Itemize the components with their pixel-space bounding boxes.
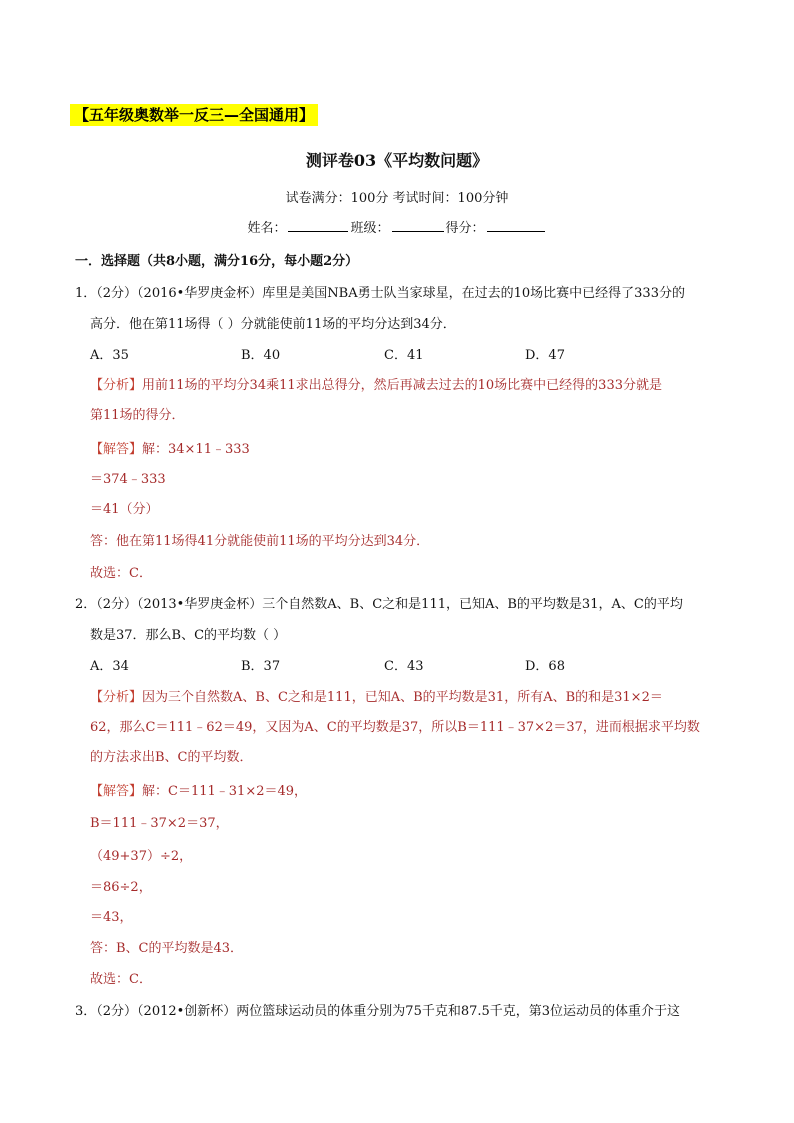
q1-option-b: B．40 <box>241 348 281 363</box>
class-blank[interactable] <box>392 219 444 232</box>
q1-analysis-text1: 用前11场的平均分34乘11求出总得分，然后再减去过去的10场比赛中已经得的333分就是 <box>142 378 662 393</box>
q1-answer-line5: 故选：C． <box>90 566 152 581</box>
q2-answer-line3: （49+37）÷2， <box>90 849 193 864</box>
q2-answer-tag: 【解答】 <box>90 784 143 799</box>
q2-analysis-line1 <box>90 686 663 705</box>
q1-analysis-line1 <box>90 374 662 393</box>
q1-stem-line2: 高分．他在第11场得（ ）分就能使前11场的平均分达到34分． <box>90 317 456 332</box>
q2-analysis-tag: 【分析】 <box>90 690 143 705</box>
q1-answer-line1 <box>90 438 250 457</box>
name-label: 姓名： <box>247 221 287 236</box>
q1-answer-text1: 解：34×11﹣333 <box>142 442 250 457</box>
score-blank[interactable] <box>487 219 545 232</box>
q1-option-a: A．35 <box>90 348 129 363</box>
q2-option-a: A．34 <box>90 659 129 674</box>
q2-option-b: B．37 <box>241 659 281 674</box>
q2-option-d: D．68 <box>525 659 565 674</box>
q2-answer-line5: ＝43， <box>90 910 133 925</box>
score-label: 得分： <box>445 221 485 236</box>
q2-answer-line6: 答：B、C的平均数是43． <box>90 941 244 956</box>
q2-option-c: C．43 <box>384 659 424 674</box>
q2-answer-line2: B＝111﹣37×2＝37， <box>90 816 229 831</box>
name-blank[interactable] <box>288 219 348 232</box>
q2-analysis-text1: 因为三个自然数A、B、C之和是111，已知A、B的平均数是31，所有A、B的和是31×2＝ <box>142 690 663 705</box>
q2-answer-line1 <box>90 780 307 799</box>
q3-stem-line1: 3．（2分）（2012•创新杯）两位篮球运动员的体重分别为75千克和87.5千克，第3位运动员的体重介于这 <box>75 1004 681 1019</box>
q1-stem-line1: 1．（2分）（2016•华罗庚金杯）库里是美国NBA勇士队当家球星，在过去的10场比赛中已经得了333分的 <box>75 286 685 301</box>
section-heading: 一．选择题（共8小题，满分16分，每小题2分） <box>75 254 359 269</box>
q2-stem-line2: 数是37．那么B、C的平均数（ ） <box>90 628 287 643</box>
q2-answer-text1: 解：C＝111﹣31×2＝49， <box>142 784 308 799</box>
page-title: 测评卷03《平均数问题》 <box>305 151 489 170</box>
q2-answer-line7: 故选：C． <box>90 972 152 987</box>
q2-stem-line1: 2．（2分）（2013•华罗庚金杯）三个自然数A、B、C之和是111，已知A、B的平均数是31，A、C的平均 <box>75 597 683 612</box>
q1-option-c: C．41 <box>384 348 424 363</box>
q2-analysis-line3: 的方法求出B、C的平均数． <box>90 750 253 765</box>
student-fields <box>0 217 794 236</box>
q2-answer-line4: ＝86÷2， <box>90 880 152 895</box>
q2-analysis-line2: 62，那么C＝111﹣62＝49，又因为A、C的平均数是37，所以B＝111﹣37×2＝37，进而根据求平均数 <box>90 720 700 735</box>
q1-answer-line3: ＝41（分） <box>90 502 159 517</box>
exam-meta: 试卷满分：100分 考试时间：100分钟 <box>285 191 509 206</box>
q1-option-d: D．47 <box>525 348 565 363</box>
series-banner: 【五年级奥数举一反三—全国通用】 <box>70 104 318 126</box>
q1-analysis-tag: 【分析】 <box>90 378 143 393</box>
q1-answer-tag: 【解答】 <box>90 442 143 457</box>
q1-analysis-line2: 第11场的得分． <box>90 408 185 423</box>
class-label: 班级： <box>350 221 390 236</box>
q1-answer-line2: ＝374﹣333 <box>90 472 166 487</box>
q1-answer-line4: 答：他在第11场得41分就能使前11场的平均分达到34分． <box>90 534 430 549</box>
